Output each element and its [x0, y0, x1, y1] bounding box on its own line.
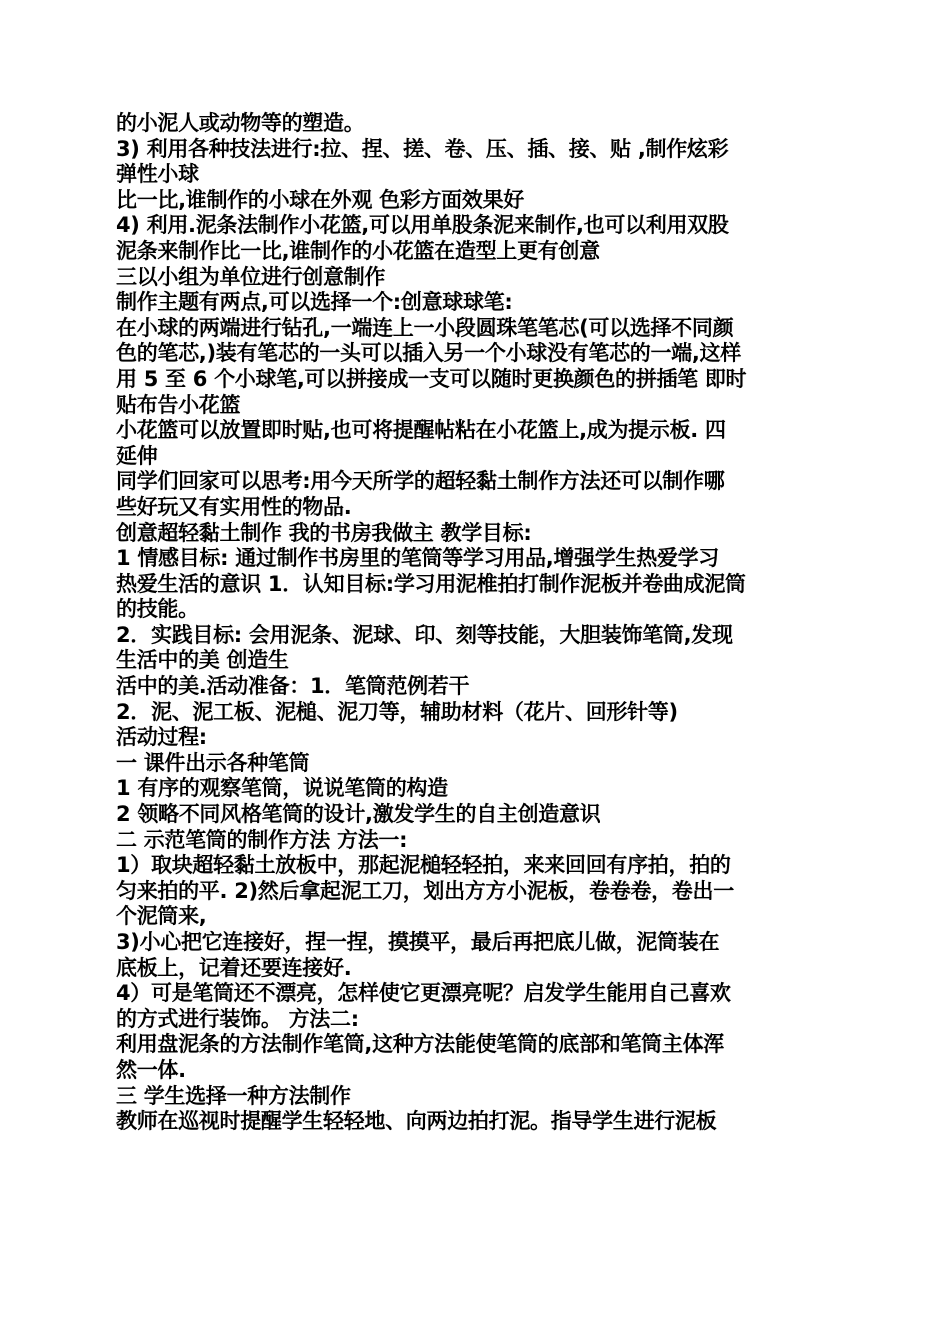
text-line: 色的笔芯,)装有笔芯的一头可以插入另一个小球没有笔芯的一端,这样 [116, 341, 741, 366]
text-line: 延伸 [116, 443, 158, 468]
text-line: 小花篮可以放置即时贴,也可将提醒帖粘在小花篮上,成为提示板. 四 [116, 418, 726, 443]
text-line: 一 课件出示各种笔筒 [116, 750, 310, 775]
text-line: 1 情感目标: 通过制作书房里的笔筒等学习用品,增强学生热爱学习 [116, 546, 720, 571]
text-line: 制作主题有两点,可以选择一个:创意球球笔: [116, 290, 513, 315]
text-line: 贴布告小花篮 [116, 392, 241, 417]
text-line: 在小球的两端进行钻孔,一端连上一小段圆珠笔笔芯(可以选择不同颜 [116, 315, 734, 340]
text-line: 2．泥、泥工板、泥槌、泥刀等，辅助材料（花片、回形针等) [116, 699, 678, 724]
text-line: 然一体. [116, 1057, 186, 1082]
text-line: 2 领略不同风格笔筒的设计,激发学生的自主创造意识 [116, 802, 601, 827]
text-line: 匀来拍的平. 2)然后拿起泥工刀，划出方方小泥板，卷卷卷，卷出一 [116, 878, 734, 903]
text-line: 1）取块超轻黏土放板中，那起泥槌轻轻拍，来来回回有序拍，拍的 [116, 853, 731, 878]
text-line: 活动过程: [116, 725, 207, 750]
text-line: 热爱生活的意识 1．认知目标:学习用泥椎拍打制作泥板并卷曲成泥筒 [116, 571, 746, 596]
text-line: 弹性小球 [116, 162, 199, 187]
text-line: 2．实践目标: 会用泥条、泥球、印、刻等技能，大胆装饰笔筒,发现 [116, 622, 733, 647]
text-line: 4）可是笔筒还不漂亮，怎样使它更漂亮呢？启发学生能用自己喜欢 [116, 981, 731, 1006]
text-line: 同学们回家可以思考:用今天所学的超轻黏土制作方法还可以制作哪 [116, 469, 725, 494]
text-line: 4) 利用.泥条法制作小花篮,可以用单股条泥来制作,也可以利用双股 [116, 213, 729, 238]
text-line: 活中的美.活动准备：1．笔筒范例若干 [116, 674, 470, 699]
text-line: 比一比,谁制作的小球在外观 色彩方面效果好 [116, 187, 524, 212]
text-line: 教师在巡视时提醒学生轻轻地、向两边拍打泥。指导学生进行泥板 [116, 1109, 717, 1134]
text-line: 些好玩又有实用性的物品. [116, 494, 352, 519]
text-line: 的小泥人或动物等的塑造。 [116, 111, 365, 135]
text-line: 泥条来制作比一比,谁制作的小花篮在造型上更有创意 [116, 238, 600, 263]
text-line: 三 学生选择一种方法制作 [116, 1083, 351, 1108]
text-line: 的技能。 [116, 597, 199, 622]
text-line: 生活中的美 创造生 [116, 648, 289, 673]
text-line: 1 有序的观察笔筒，说说笔筒的构造 [116, 776, 448, 801]
text-line: 个泥筒来, [116, 904, 207, 929]
document-body [116, 111, 834, 1135]
text-line: 3) 利用各种技法进行:拉、捏、搓、卷、压、插、接、贴 ,制作炫彩 [116, 136, 729, 161]
text-line: 三以小组为单位进行创意制作 [116, 264, 386, 289]
text-line: 利用盘泥条的方法制作笔筒,这种方法能使笔筒的底部和笔筒主体浑 [116, 1032, 724, 1057]
text-line: 创意超轻黏土制作 我的书房我做主 教学目标: [116, 520, 532, 545]
text-line: 3)小心把它连接好，捏一捏，摸摸平，最后再把底儿做，泥筒装在 [116, 930, 720, 954]
text-line: 底板上，记着还要连接好. [116, 955, 352, 980]
text-line: 的方式进行装饰。 方法二: [116, 1006, 359, 1031]
text-line: 用 5 至 6 个小球笔,可以拼接成一支可以随时更换颜色的拼插笔 即时 [116, 366, 747, 391]
text-line: 二 示范笔筒的制作方法 方法一: [116, 827, 408, 852]
